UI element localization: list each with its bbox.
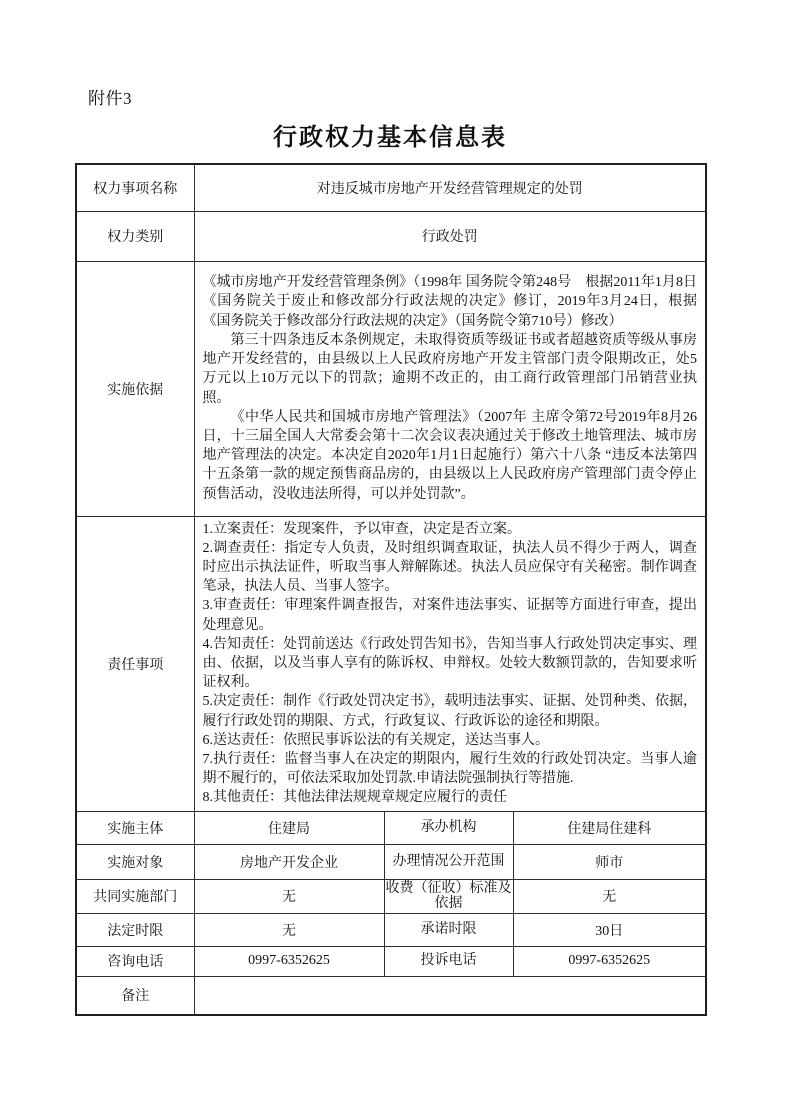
info-table	[75, 163, 707, 1016]
public-scope-value: 师市	[513, 844, 706, 879]
responsibility-value	[194, 516, 706, 811]
consult-phone-label: 咨询电话	[76, 946, 194, 976]
item-name-label: 权力事项名称	[76, 164, 194, 211]
page-title: 行政权力基本信息表	[273, 125, 507, 151]
row-joint-dept	[76, 879, 706, 913]
fee-standard-value: 无	[513, 879, 706, 913]
undertaker-value: 住建局住建科	[513, 811, 706, 844]
row-implementer	[76, 811, 706, 844]
row-responsibility	[76, 516, 706, 811]
legal-limit-value: 无	[194, 913, 384, 946]
implementer-label: 实施主体	[76, 811, 194, 844]
responsibility-item: 4.告知责任：处罚前送达《行政处罚告知书》，告知当事人行政处罚决定事实、理由、依据，以及当事人享有的陈诉权、申辩权。处较大数额罚款的，告知要求听证权利。	[202, 636, 698, 691]
row-basis	[76, 261, 706, 516]
responsibility-item: 5.决定责任：制作《行政处罚决定书》，载明违法事实、证据、处罚种类、依据，履行行政处罚的期限、方式，行政复议、行政诉讼的途径和期限。	[202, 694, 698, 729]
promise-limit-label: 承诺时限	[384, 913, 513, 946]
row-item-name	[76, 164, 706, 211]
basis-value	[194, 261, 706, 516]
complaint-phone-value: 0997-6352625	[513, 946, 706, 976]
joint-dept-value: 无	[194, 879, 384, 913]
target-value: 房地产开发企业	[194, 844, 384, 879]
row-remark	[76, 976, 706, 1015]
joint-dept-label: 共同实施部门	[76, 879, 194, 913]
row-target	[76, 844, 706, 879]
row-time-limit	[76, 913, 706, 946]
attachment-label: 附件3	[88, 89, 132, 108]
consult-phone-value: 0997-6352625	[194, 946, 384, 976]
target-label: 实施对象	[76, 844, 194, 879]
row-category	[76, 211, 706, 261]
responsibility-item: 2.调查责任：指定专人负责，及时组织调查取证，执法人员不得少于两人，调查时应出示执法证件，听取当事人辩解陈述。执法人员应保守有关秘密。制作调查笔录，执法人员、当事人签字。	[202, 540, 698, 595]
implementer-value: 住建局	[194, 811, 384, 844]
basis-label: 实施依据	[76, 261, 194, 516]
responsibility-label: 责任事项	[76, 516, 194, 811]
legal-limit-label: 法定时限	[76, 913, 194, 946]
responsibility-item: 8.其他责任：其他法律法规规章规定应履行的责任	[202, 790, 507, 806]
responsibility-item: 6.送达责任：依照民事诉讼法的有关规定，送达当事人。	[202, 732, 549, 748]
basis-paragraph: 《中华人民共和国城市房地产管理法》（2007年 主席令第72号2019年8月26日，十三届全国人大常委会第十二次会议表决通过关于修改土地管理法、城市房地产管理法的决定。本决定自2020年1月1日起施行）第六十八条 “违反本法第四十五条第一款的规定预售商品房的，由县级以上人民政府房产管理部门责令停止预售活动，没收违法所得，可以并处罚款”。	[202, 409, 698, 502]
category-label: 权力类别	[76, 211, 194, 261]
fee-standard-label: 收费（征收）标准及依据	[385, 880, 512, 912]
responsibility-item: 3.审查责任：审理案件调查报告，对案件违法事实、证据等方面进行审查，提出处理意见。	[202, 598, 698, 633]
complaint-phone-label: 投诉电话	[384, 946, 513, 976]
promise-limit-value: 30日	[513, 913, 706, 946]
item-name-value: 对违反城市房地产开发经营管理规定的处罚	[194, 164, 706, 211]
public-scope-label: 办理情况公开范围	[384, 844, 513, 879]
category-value: 行政处罚	[194, 211, 706, 261]
responsibility-item: 7.执行责任：监督当事人在决定的期限内，履行生效的行政处罚决定。当事人逾期不履行的，可依法采取加处罚款.申请法院强制执行等措施.	[202, 751, 698, 787]
remark-label: 备注	[76, 976, 194, 1015]
basis-paragraph: 《城市房地产开发经营管理条例》（1998年 国务院令第248号 根据2011年1月8日《国务院关于废止和修改部分行政法规的决定》修订，2019年3月24日，根据《国务院关于修改部分行政法规的决定》（国务院令第710号）修改）	[202, 275, 698, 329]
remark-value	[194, 976, 706, 1015]
undertaker-label: 承办机构	[384, 811, 513, 844]
responsibility-item: 1.立案责任：发现案件，予以审查，决定是否立案。	[202, 521, 521, 537]
basis-paragraph: 第三十四条违反本条例规定，未取得资质等级证书或者超越资质等级从事房地产开发经营的，由县级以上人民政府房地产开发主管部门责令限期改正，处5万元以上10万元以下的罚款；逾期不改正的，由工商行政管理部门吊销营业执照。	[202, 332, 698, 406]
row-phone	[76, 946, 706, 976]
